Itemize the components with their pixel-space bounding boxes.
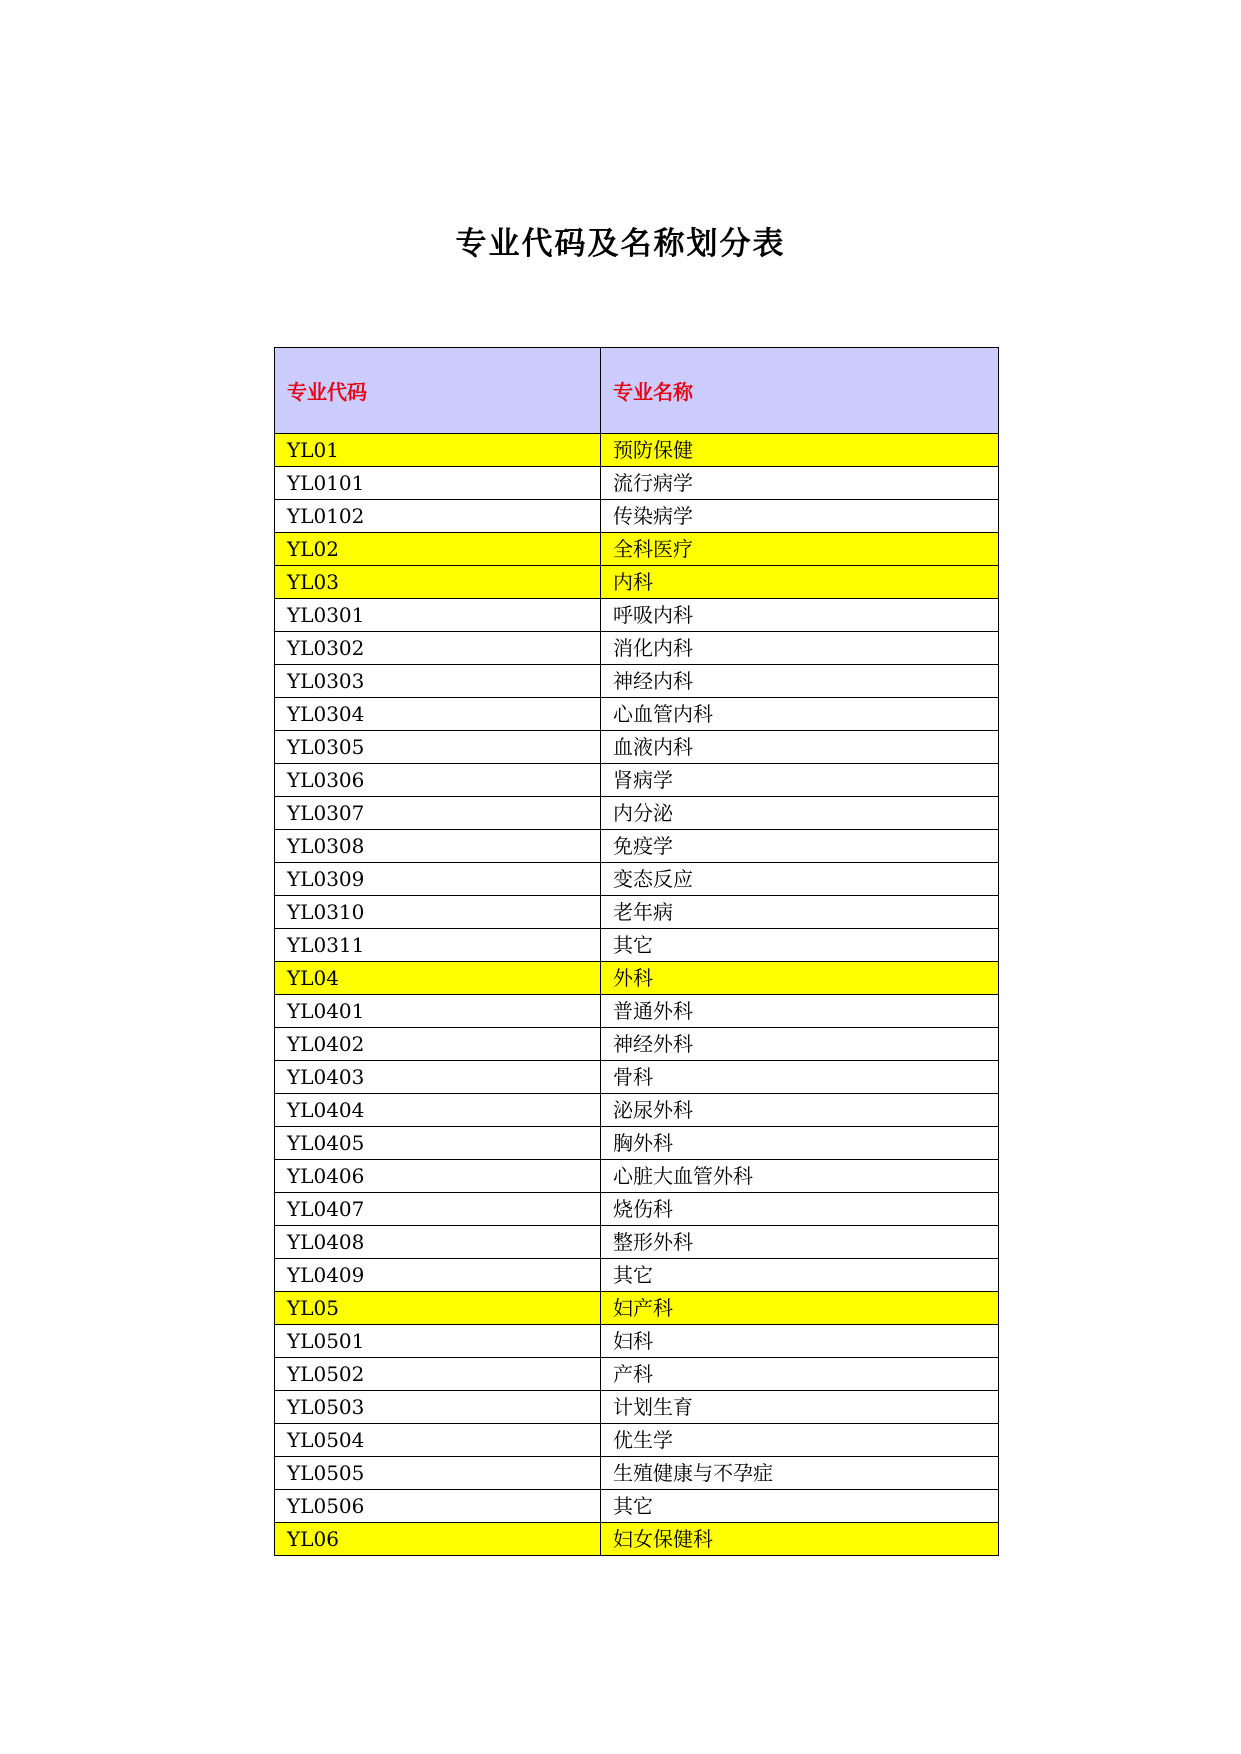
table-row [275,1193,999,1226]
table-row [275,896,999,929]
specialty-code-cell: YL01 [275,434,601,467]
table-row [275,995,999,1028]
table-row [275,797,999,830]
table-row [275,1424,999,1457]
table-row [275,698,999,731]
specialty-name-cell: 产科 [601,1358,999,1391]
table-row [275,1490,999,1523]
specialty-name-cell: 其它 [601,1490,999,1523]
table-row [275,1259,999,1292]
specialty-name-cell: 心脏大血管外科 [601,1160,999,1193]
specialty-code-cell: YL0504 [275,1424,601,1457]
specialty-name-cell: 预防保健 [601,434,999,467]
specialty-name-cell: 计划生育 [601,1391,999,1424]
specialty-code-cell: YL0311 [275,929,601,962]
specialty-code-cell: YL0305 [275,731,601,764]
specialty-name-cell: 其它 [601,1259,999,1292]
specialty-name-cell: 妇科 [601,1325,999,1358]
table-row [275,962,999,995]
table-row [275,1391,999,1424]
specialty-code-cell: YL04 [275,962,601,995]
specialty-name-cell: 外科 [601,962,999,995]
specialty-code-cell: YL0402 [275,1028,601,1061]
specialty-code-cell: YL0310 [275,896,601,929]
specialty-name-cell: 传染病学 [601,500,999,533]
table-row [275,1226,999,1259]
specialty-name-cell: 胸外科 [601,1127,999,1160]
table-row [275,1358,999,1391]
table-row [275,1127,999,1160]
table-row [275,1160,999,1193]
specialty-name-cell: 流行病学 [601,467,999,500]
table-row [275,632,999,665]
specialty-code-cell: YL0401 [275,995,601,1028]
specialty-name-cell: 普通外科 [601,995,999,1028]
specialty-name-cell: 血液内科 [601,731,999,764]
specialty-code-cell: YL03 [275,566,601,599]
specialty-code-cell: YL0303 [275,665,601,698]
specialty-name-cell: 内科 [601,566,999,599]
specialty-code-cell: YL02 [275,533,601,566]
table-row [275,566,999,599]
specialty-code-cell: YL0403 [275,1061,601,1094]
specialty-code-cell: YL0302 [275,632,601,665]
table-row [275,500,999,533]
specialty-code-cell: YL0309 [275,863,601,896]
table-header-row [275,348,999,434]
specialty-code-cell: YL06 [275,1523,601,1556]
specialty-code-cell: YL0506 [275,1490,601,1523]
specialty-name-cell: 消化内科 [601,632,999,665]
specialty-name-cell: 优生学 [601,1424,999,1457]
specialty-name-cell: 烧伤科 [601,1193,999,1226]
specialty-code-cell: YL0502 [275,1358,601,1391]
specialty-name-cell: 其它 [601,929,999,962]
specialty-code-table [274,347,999,1556]
table-row [275,467,999,500]
specialty-name-cell: 骨科 [601,1061,999,1094]
table-row [275,1292,999,1325]
specialty-code-cell: YL0308 [275,830,601,863]
specialty-code-cell: YL0408 [275,1226,601,1259]
table-body [275,434,999,1556]
specialty-name-cell: 内分泌 [601,797,999,830]
table-row [275,533,999,566]
table-row [275,1094,999,1127]
table-row [275,1061,999,1094]
specialty-code-cell: YL0407 [275,1193,601,1226]
page-title: 专业代码及名称划分表 [455,226,786,262]
specialty-name-cell: 妇女保健科 [601,1523,999,1556]
specialty-code-cell: YL0501 [275,1325,601,1358]
specialty-code-cell: YL0505 [275,1457,601,1490]
table-row [275,863,999,896]
specialty-code-cell: YL0301 [275,599,601,632]
specialty-code-cell: YL0304 [275,698,601,731]
table-row [275,665,999,698]
specialty-name-cell: 变态反应 [601,863,999,896]
header-specialty-name: 专业名称 [601,348,999,434]
specialty-name-cell: 整形外科 [601,1226,999,1259]
table-row [275,764,999,797]
specialty-code-cell: YL0101 [275,467,601,500]
specialty-name-cell: 神经内科 [601,665,999,698]
specialty-name-cell: 免疫学 [601,830,999,863]
specialty-name-cell: 泌尿外科 [601,1094,999,1127]
table-row [275,599,999,632]
specialty-name-cell: 老年病 [601,896,999,929]
specialty-code-cell: YL0404 [275,1094,601,1127]
table-row [275,929,999,962]
specialty-code-cell: YL0406 [275,1160,601,1193]
specialty-code-cell: YL0405 [275,1127,601,1160]
table-row [275,1325,999,1358]
specialty-code-cell: YL0409 [275,1259,601,1292]
specialty-name-cell: 生殖健康与不孕症 [601,1457,999,1490]
specialty-code-cell: YL05 [275,1292,601,1325]
table-row [275,1523,999,1556]
specialty-code-cell: YL0306 [275,764,601,797]
specialty-code-cell: YL0503 [275,1391,601,1424]
specialty-name-cell: 肾病学 [601,764,999,797]
table-row [275,731,999,764]
specialty-code-cell: YL0307 [275,797,601,830]
table-row [275,1028,999,1061]
specialty-name-cell: 全科医疗 [601,533,999,566]
specialty-name-cell: 妇产科 [601,1292,999,1325]
specialty-name-cell: 心血管内科 [601,698,999,731]
header-specialty-code: 专业代码 [275,348,601,434]
specialty-name-cell: 神经外科 [601,1028,999,1061]
table-row [275,1457,999,1490]
specialty-name-cell: 呼吸内科 [601,599,999,632]
table-row [275,434,999,467]
table-row [275,830,999,863]
specialty-code-cell: YL0102 [275,500,601,533]
